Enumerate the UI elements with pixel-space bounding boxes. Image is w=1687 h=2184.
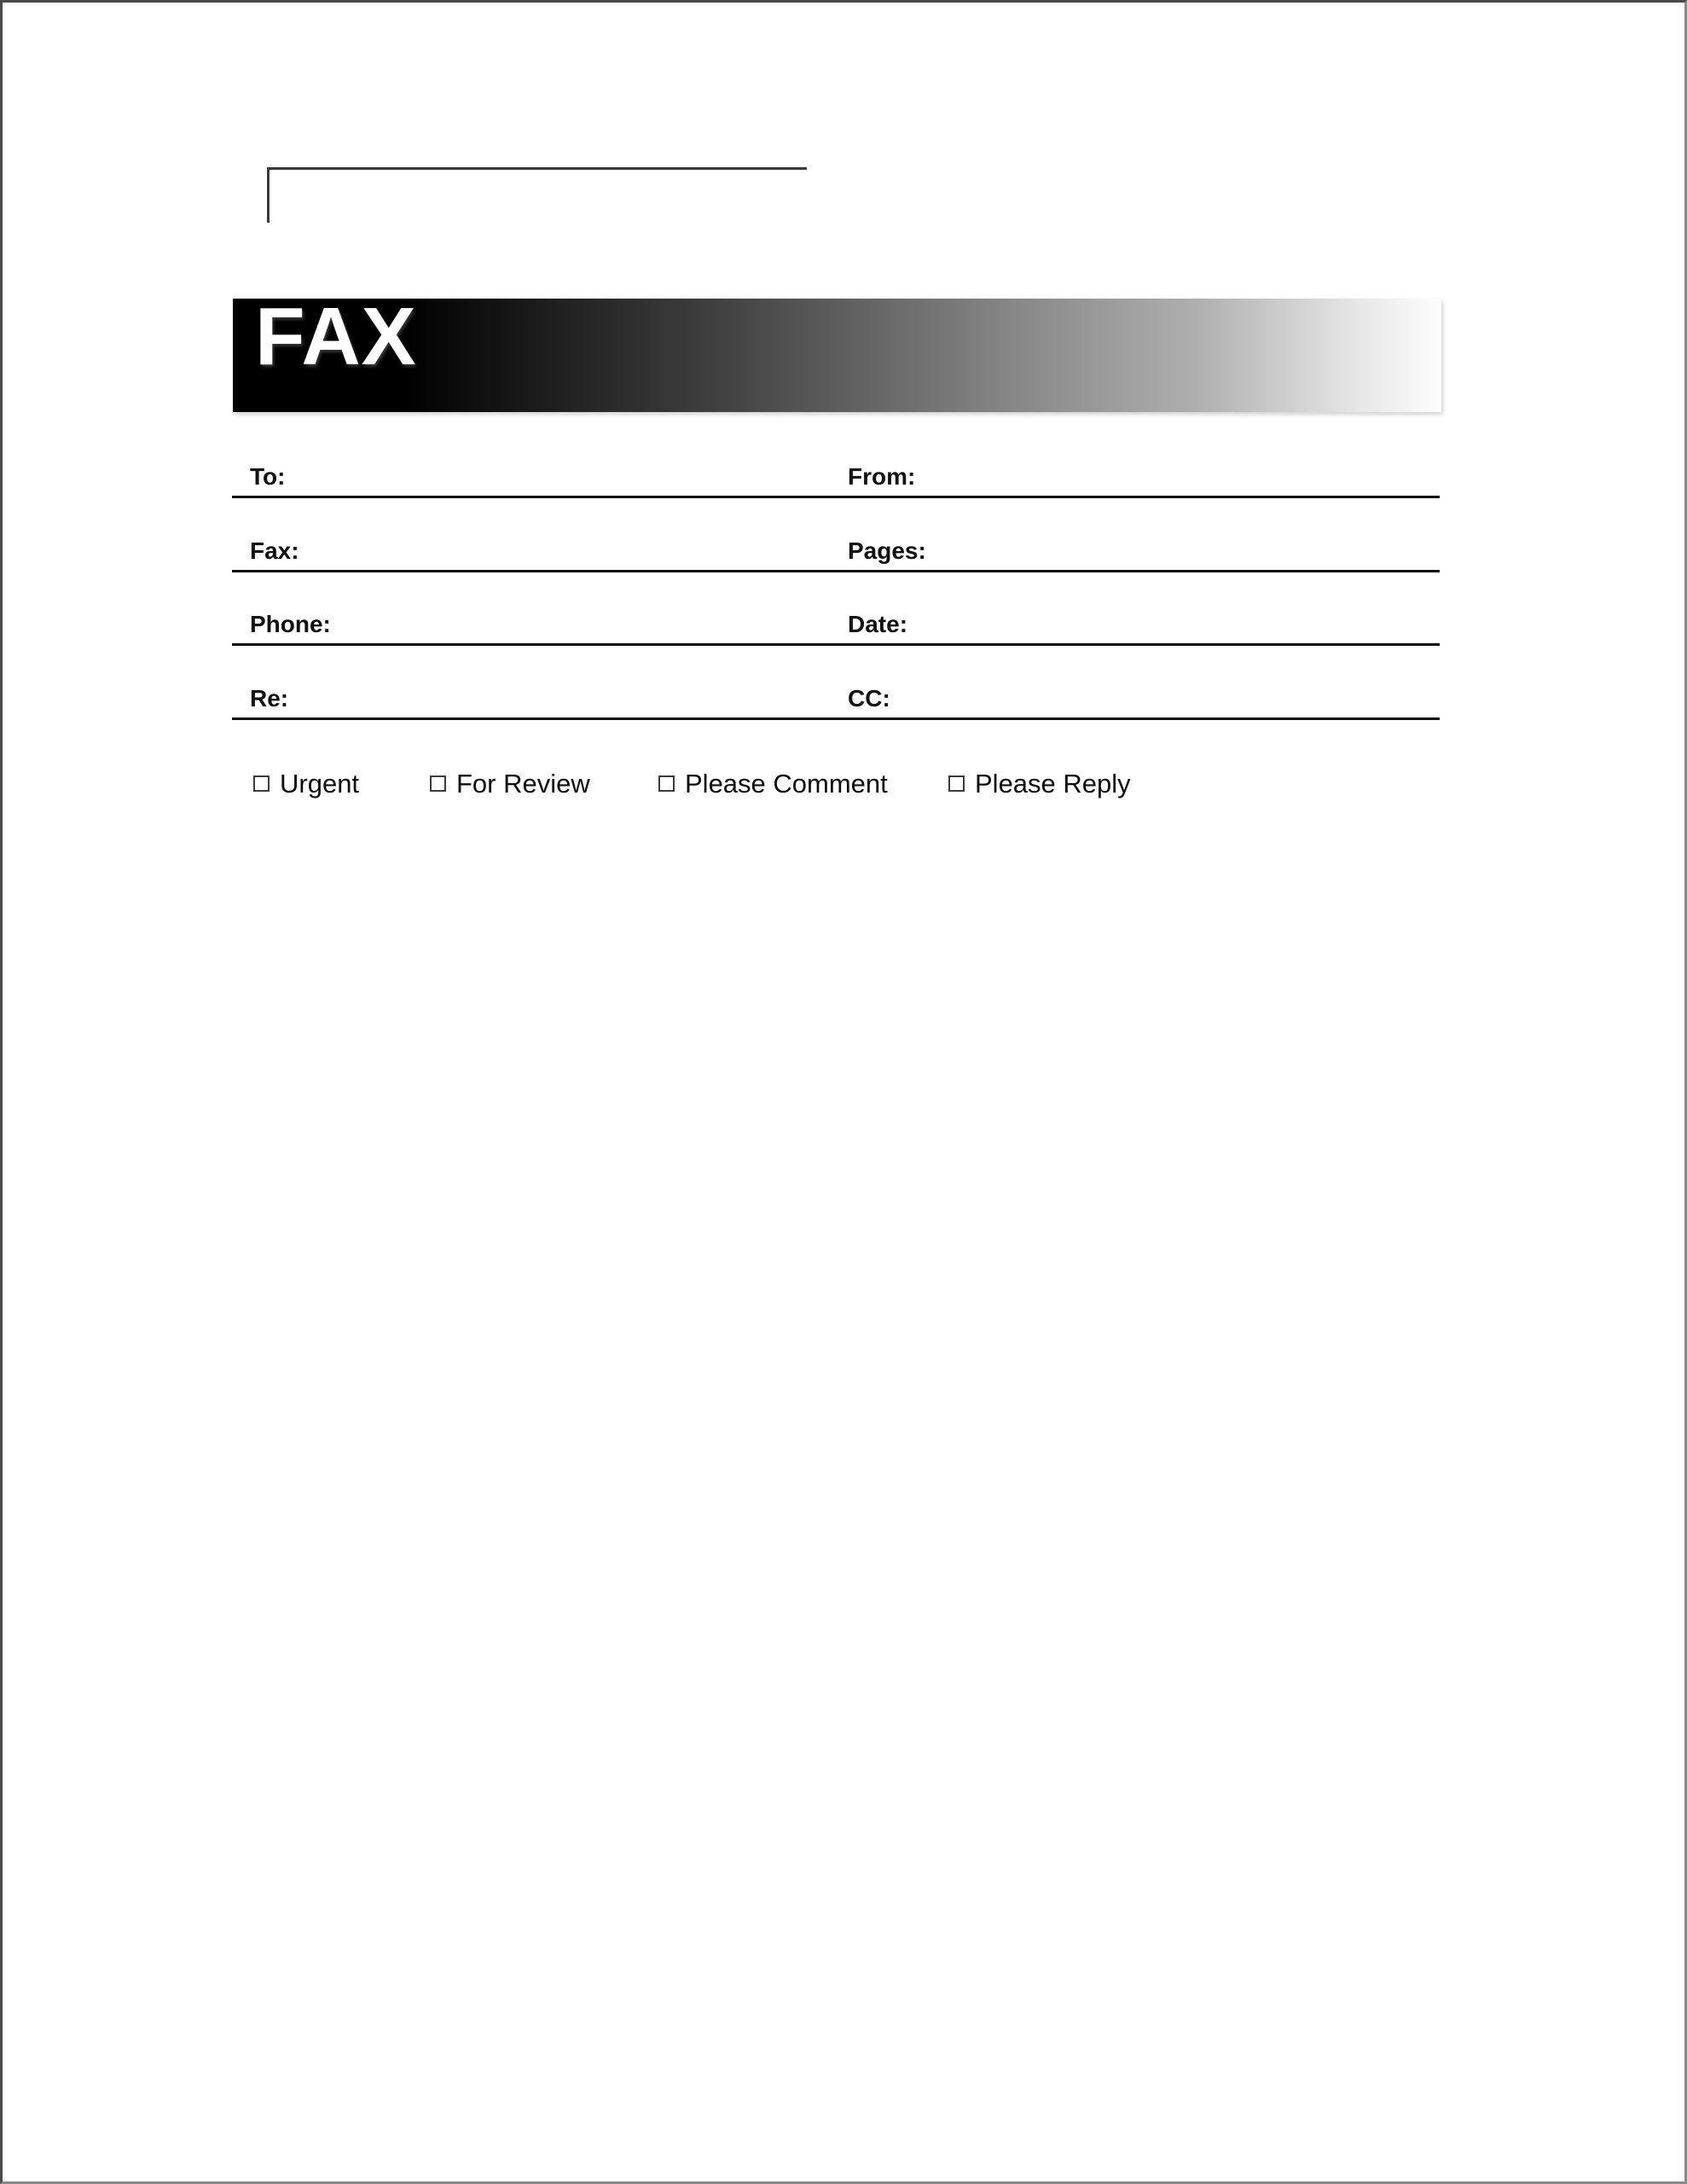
to-label: To: [250,463,286,490]
checkbox-icon[interactable] [658,775,675,792]
phone-label: Phone: [250,611,331,637]
field-row-phone-date [232,607,1440,646]
checkbox-item-please-reply[interactable] [948,769,1131,799]
field-row-to-from [232,460,1440,498]
checkbox-item-please-comment[interactable] [658,769,888,799]
checkbox-row [3,769,1684,806]
sender-address-bracket [267,167,807,223]
cc-label: CC: [848,685,890,712]
checkbox-label-please-reply: Please Reply [975,769,1131,799]
checkbox-label-please-comment: Please Comment [685,769,888,799]
pages-label: Pages: [848,537,926,564]
from-label: From: [848,463,916,490]
checkbox-label-urgent: Urgent [280,769,360,799]
checkbox-icon[interactable] [948,775,965,792]
checkbox-label-for-review: For Review [456,769,590,799]
checkbox-icon[interactable] [253,775,270,792]
fax-banner [233,291,1441,412]
fax-label: Fax: [250,537,299,564]
field-row-re-cc [232,682,1440,720]
checkbox-item-for-review[interactable] [430,769,590,799]
re-field[interactable] [351,683,829,717]
pages-field[interactable] [965,536,1435,570]
re-label: Re: [250,685,289,712]
to-field[interactable] [351,462,829,496]
fax-field[interactable] [351,536,829,570]
from-field[interactable] [965,462,1435,496]
phone-field[interactable] [351,609,829,643]
cc-field[interactable] [965,683,1435,717]
field-row-fax-pages [232,534,1440,572]
date-label: Date: [848,611,908,637]
date-field[interactable] [965,609,1435,643]
checkbox-icon[interactable] [430,775,446,792]
checkbox-item-urgent[interactable] [253,769,359,799]
fax-banner-title: FAX [255,291,417,382]
